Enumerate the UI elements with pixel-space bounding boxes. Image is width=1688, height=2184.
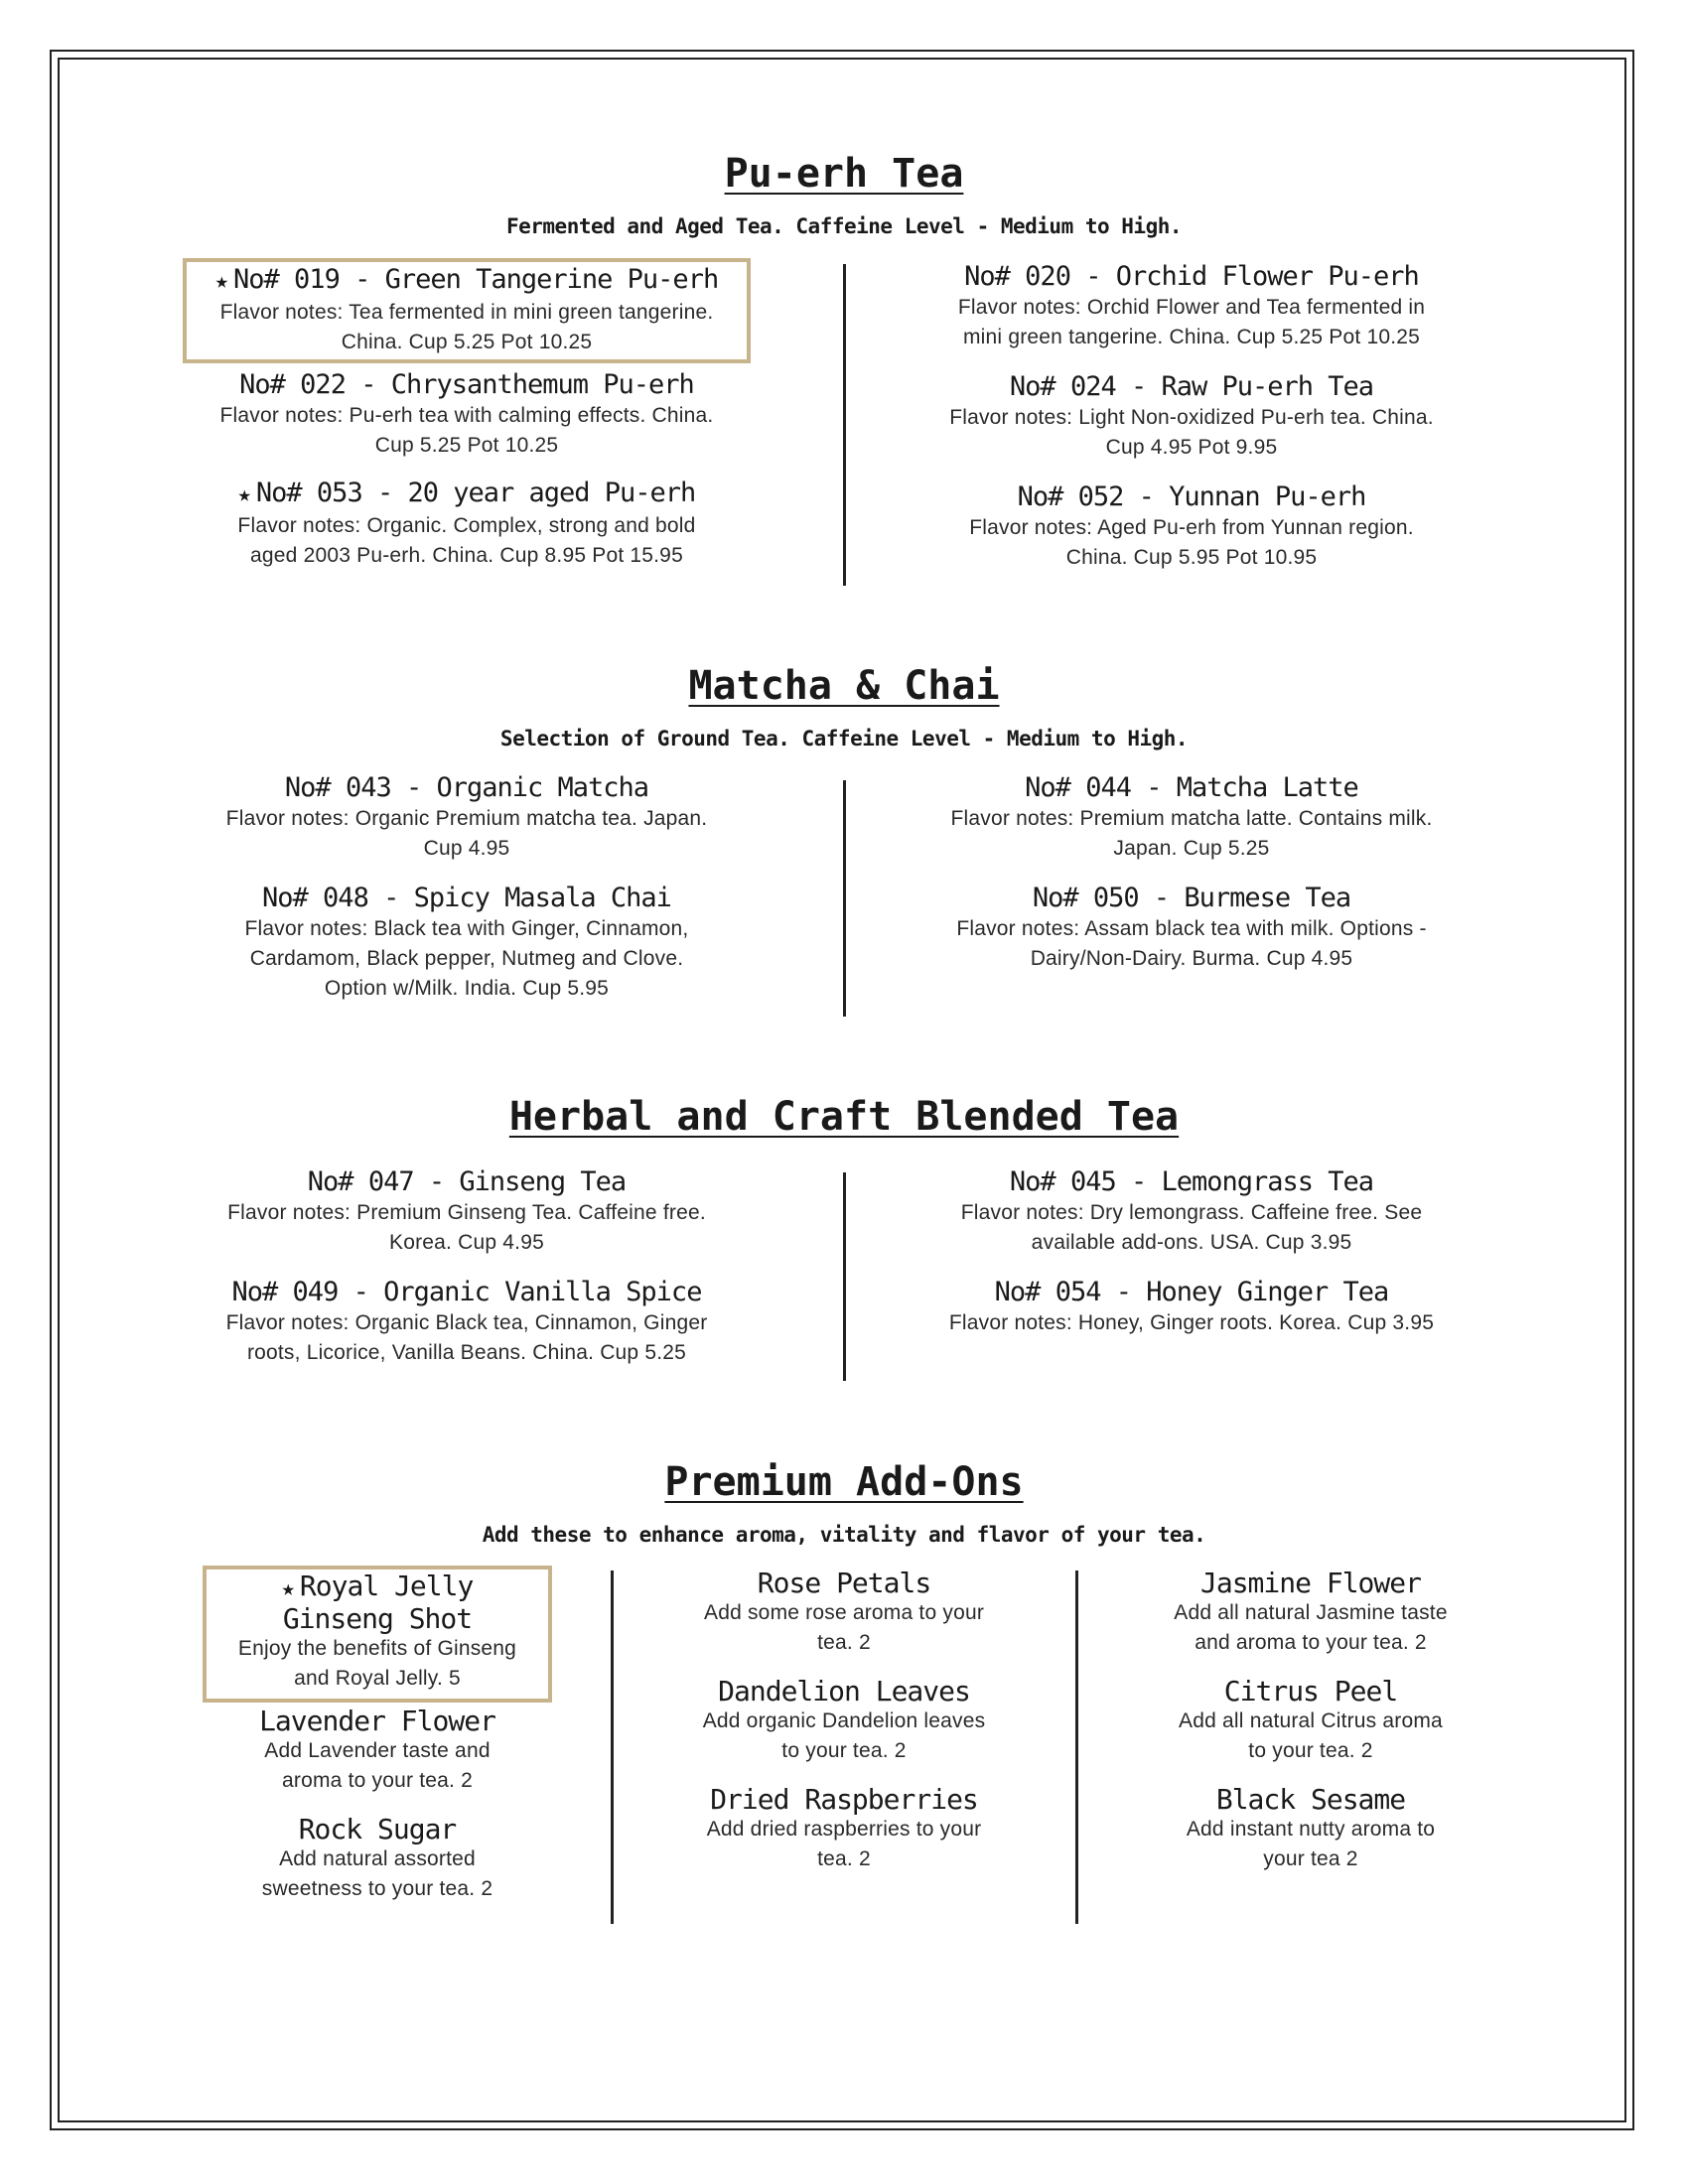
item-desc: tea. 2 bbox=[817, 1631, 871, 1654]
item-desc: Korea. Cup 4.95 bbox=[389, 1231, 544, 1254]
item-desc: Flavor notes: Black tea with Ginger, Cinnamon, bbox=[244, 917, 689, 940]
item-desc: Add natural assorted bbox=[279, 1847, 476, 1870]
item-desc: mini green tangerine. China. Cup 5.25 Pot 10.25 bbox=[962, 326, 1421, 348]
menu-item[interactable] bbox=[949, 1277, 1434, 1338]
addon-item[interactable] bbox=[1179, 1677, 1443, 1766]
item-desc: aroma to your tea. 2 bbox=[282, 1769, 473, 1792]
item-desc: and aroma to your tea. 2 bbox=[1195, 1631, 1427, 1654]
item-name: Jasmine Flower bbox=[1199, 1567, 1421, 1599]
addon-item[interactable] bbox=[707, 1785, 982, 1874]
section-subtitle-matcha: Selection of Ground Tea. Caffeine Level - Medium to High. bbox=[499, 727, 1189, 751]
addon-item[interactable] bbox=[1174, 1569, 1447, 1658]
item-name: Black Sesame bbox=[1215, 1783, 1406, 1816]
item-desc: to your tea. 2 bbox=[781, 1739, 907, 1762]
column-divider bbox=[843, 780, 846, 1017]
item-desc: Add organic Dandelion leaves bbox=[702, 1709, 986, 1732]
item-name: No# 024 - Raw Pu-erh Tea bbox=[1009, 371, 1374, 402]
item-desc: tea. 2 bbox=[817, 1847, 871, 1870]
menu-item[interactable] bbox=[950, 772, 1432, 864]
star-icon: ★ bbox=[281, 1576, 294, 1601]
star-icon: ★ bbox=[214, 269, 228, 294]
column-divider bbox=[843, 1172, 846, 1381]
item-name: No# 049 - Organic Vanilla Spice bbox=[231, 1277, 702, 1307]
item-desc: Japan. Cup 5.25 bbox=[1113, 837, 1270, 860]
item-desc: Flavor notes: Tea fermented in mini green tangerine. bbox=[219, 301, 714, 324]
matcha-right-column bbox=[894, 772, 1489, 974]
item-desc: Enjoy the benefits of Ginseng bbox=[237, 1637, 517, 1660]
item-desc: Flavor notes: Light Non-oxidized Pu-erh tea. China. bbox=[949, 406, 1434, 429]
matcha-left-column bbox=[169, 772, 765, 1004]
menu-item[interactable] bbox=[183, 258, 751, 363]
item-name: ★ No# 053 - 20 year aged Pu-erh bbox=[237, 478, 696, 508]
item-name: Rose Petals bbox=[757, 1567, 931, 1599]
item-desc: aged 2003 Pu-erh. China. Cup 8.95 Pot 15.95 bbox=[250, 544, 683, 567]
addon-item[interactable] bbox=[203, 1566, 552, 1703]
item-desc: Flavor notes: Premium Ginseng Tea. Caffeine free. bbox=[227, 1201, 706, 1224]
column-divider bbox=[611, 1570, 614, 1924]
addon-item[interactable] bbox=[1187, 1785, 1435, 1874]
item-desc: Flavor notes: Pu-erh tea with calming effects. China. bbox=[219, 404, 714, 427]
item-desc: sweetness to your tea. 2 bbox=[261, 1877, 493, 1900]
menu-item[interactable] bbox=[227, 1166, 706, 1258]
item-name: No# 048 - Spicy Masala Chai bbox=[262, 883, 671, 913]
item-desc: Flavor notes: Premium matcha latte. Contains milk. bbox=[950, 807, 1433, 830]
item-desc: Flavor notes: Organic. Complex, strong and bold bbox=[237, 514, 696, 537]
item-desc: Dairy/Non-Dairy. Burma. Cup 4.95 bbox=[1030, 947, 1353, 970]
menu-item[interactable] bbox=[969, 481, 1414, 573]
item-name: Dried Raspberries bbox=[710, 1783, 978, 1816]
item-desc: your tea 2 bbox=[1263, 1847, 1358, 1870]
addon-item[interactable] bbox=[262, 1815, 492, 1904]
menu-item[interactable] bbox=[949, 371, 1434, 463]
item-name: No# 047 - Ginseng Tea bbox=[307, 1166, 627, 1197]
star-icon: ★ bbox=[237, 482, 250, 507]
item-desc: Flavor notes: Aged Pu-erh from Yunnan region. bbox=[969, 516, 1414, 539]
herbal-right-column bbox=[894, 1166, 1489, 1338]
section-subtitle-addons: Add these to enhance aroma, vitality and flavor of your tea. bbox=[482, 1523, 1206, 1547]
addon-item[interactable] bbox=[703, 1677, 986, 1766]
item-desc: available add-ons. USA. Cup 3.95 bbox=[1031, 1231, 1352, 1254]
item-desc: Add all natural Citrus aroma bbox=[1179, 1709, 1443, 1732]
item-name: Lavender Flower bbox=[259, 1705, 495, 1737]
item-desc: Flavor notes: Honey, Ginger roots. Korea. Cup 3.95 bbox=[948, 1311, 1435, 1334]
item-name: Ginseng Shot bbox=[282, 1602, 473, 1635]
section-subtitle-puerh: Fermented and Aged Tea. Caffeine Level - Medium to High. bbox=[505, 214, 1182, 238]
column-divider bbox=[1075, 1570, 1078, 1924]
item-desc: Add Lavender taste and bbox=[264, 1739, 491, 1762]
item-desc: Flavor notes: Orchid Flower and Tea fermented in bbox=[957, 296, 1426, 319]
item-name: Citrus Peel bbox=[1223, 1675, 1398, 1707]
addon-item[interactable] bbox=[704, 1569, 984, 1658]
item-name: No# 050 - Burmese Tea bbox=[1032, 883, 1351, 913]
item-desc: Cardamom, Black pepper, Nutmeg and Clove. bbox=[249, 947, 684, 970]
herbal-left-column bbox=[169, 1166, 765, 1368]
item-desc: Option w/Milk. India. Cup 5.95 bbox=[324, 977, 610, 1000]
item-desc: Add all natural Jasmine taste bbox=[1174, 1601, 1448, 1624]
item-desc: China. Cup 5.95 Pot 10.95 bbox=[1065, 546, 1318, 569]
item-desc: to your tea. 2 bbox=[1248, 1739, 1373, 1762]
menu-item[interactable] bbox=[226, 1277, 708, 1368]
item-name: Rock Sugar bbox=[298, 1813, 457, 1845]
item-desc: Flavor notes: Dry lemongrass. Caffeine free. See bbox=[960, 1201, 1423, 1224]
menu-item[interactable] bbox=[956, 883, 1426, 974]
section-title-addons: Premium Add-Ons bbox=[664, 1459, 1024, 1505]
column-divider bbox=[843, 264, 846, 586]
addons-column-1 bbox=[204, 1566, 551, 1904]
item-name: No# 052 - Yunnan Pu-erh bbox=[1017, 481, 1366, 512]
item-name: No# 044 - Matcha Latte bbox=[1025, 772, 1358, 803]
item-desc: roots, Licorice, Vanilla Beans. China. Cup 5.25 bbox=[246, 1341, 687, 1364]
addon-item[interactable] bbox=[259, 1706, 495, 1796]
item-desc: Cup 5.25 Pot 10.25 bbox=[374, 434, 559, 457]
addons-column-3 bbox=[1122, 1569, 1499, 1874]
menu-item[interactable] bbox=[220, 369, 714, 461]
item-desc: Flavor notes: Assam black tea with milk. Options - bbox=[956, 917, 1427, 940]
item-desc: Cup 4.95 bbox=[423, 837, 510, 860]
item-name: No# 022 - Chrysanthemum Pu-erh bbox=[239, 369, 694, 400]
item-desc: China. Cup 5.25 Pot 10.25 bbox=[341, 331, 593, 353]
item-name: No# 054 - Honey Ginger Tea bbox=[994, 1277, 1389, 1307]
menu-item[interactable] bbox=[961, 1166, 1422, 1258]
section-title-herbal: Herbal and Craft Blended Tea bbox=[508, 1094, 1180, 1140]
item-desc: Flavor notes: Organic Premium matcha tea. Japan. bbox=[225, 807, 708, 830]
addons-column-2 bbox=[655, 1569, 1033, 1874]
puerh-right-column bbox=[894, 261, 1489, 573]
section-title-puerh: Pu-erh Tea bbox=[724, 151, 964, 197]
item-desc: Add some rose aroma to your bbox=[703, 1601, 985, 1624]
item-desc: Cup 4.95 Pot 9.95 bbox=[1105, 436, 1278, 459]
menu-item[interactable] bbox=[226, 772, 708, 864]
item-name: No# 043 - Organic Matcha bbox=[284, 772, 649, 803]
item-name: No# 020 - Orchid Flower Pu-erh bbox=[964, 261, 1419, 292]
menu-item[interactable] bbox=[958, 261, 1425, 352]
item-name: Dandelion Leaves bbox=[718, 1675, 970, 1707]
item-name: No# 045 - Lemongrass Tea bbox=[1009, 1166, 1374, 1197]
item-desc: Add dried raspberries to your bbox=[706, 1818, 982, 1841]
puerh-left-column bbox=[169, 258, 765, 571]
item-desc: and Royal Jelly. 5 bbox=[294, 1667, 461, 1690]
menu-item[interactable] bbox=[245, 883, 689, 1004]
item-name: ★ No# 019 - Green Tangerine Pu-erh bbox=[214, 264, 719, 295]
item-desc: Add instant nutty aroma to bbox=[1186, 1818, 1436, 1841]
menu-item[interactable] bbox=[237, 478, 695, 571]
item-name: ★ Royal Jelly bbox=[281, 1570, 474, 1602]
item-desc: Flavor notes: Organic Black tea, Cinnamon, Ginger bbox=[225, 1311, 708, 1334]
section-title-matcha: Matcha & Chai bbox=[688, 663, 1000, 709]
